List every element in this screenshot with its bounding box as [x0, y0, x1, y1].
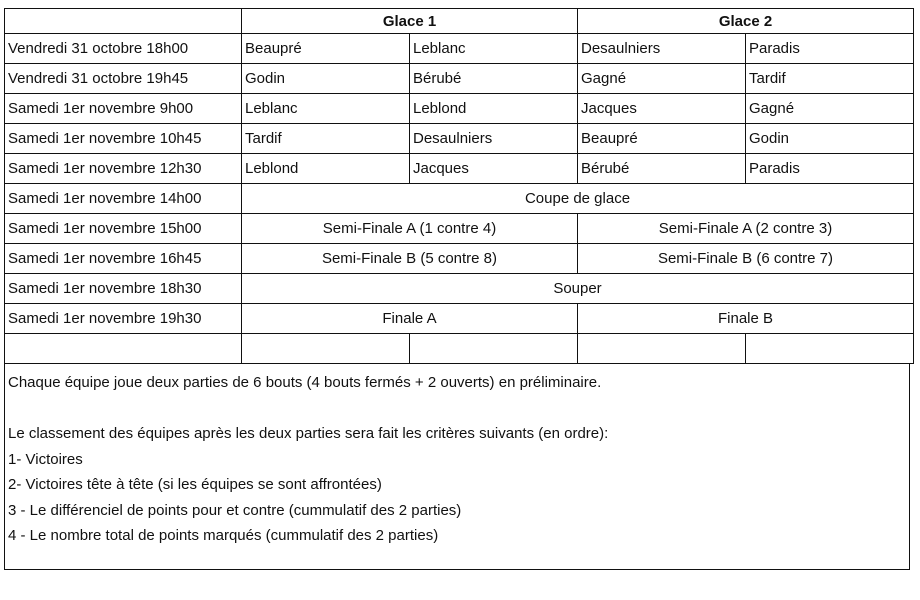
empty-cell [746, 334, 914, 364]
rink2-game: Finale B [578, 304, 914, 334]
table-row [5, 124, 914, 154]
criterion-item: 1- Victoires [8, 450, 83, 468]
header-rink-2: Glace 2 [578, 9, 914, 34]
empty-cell [410, 334, 578, 364]
table-row [5, 64, 914, 94]
rink2-team-b: Paradis [746, 154, 914, 184]
criterion-item: 3 - Le différenciel de points pour et contre (cummulatif des 2 parties) [8, 501, 462, 519]
rink1-team-b: Desaulniers [410, 124, 578, 154]
header-corner-cell [5, 9, 242, 34]
rink1-team-b: Jacques [410, 154, 578, 184]
rink2-team-a: Desaulniers [578, 34, 746, 64]
rink1-game: Finale A [242, 304, 578, 334]
criterion-item: 4 - Le nombre total de points marqués (cummulatif des 2 parties) [8, 527, 439, 544]
rink1-team-a: Leblanc [242, 94, 410, 124]
empty-cell [5, 334, 242, 364]
rink1-game: Semi-Finale A (1 contre 4) [242, 214, 578, 244]
table-row [5, 184, 914, 214]
rink2-team-a: Bérubé [578, 154, 746, 184]
notes-line-format: Chaque équipe joue deux parties de 6 bouts (4 bouts fermés + 2 ouverts) en préliminaire. [8, 374, 602, 391]
table-row [5, 244, 914, 274]
time-cell: Samedi 1er novembre 10h45 [5, 124, 242, 154]
rink1-team-b: Bérubé [410, 64, 578, 94]
rink2-game: Semi-Finale B (6 contre 7) [578, 244, 914, 274]
notes-box [4, 364, 910, 570]
header-rink-1: Glace 1 [242, 9, 578, 34]
schedule-table [4, 8, 914, 364]
rink1-game: Semi-Finale B (5 contre 8) [242, 244, 578, 274]
rink1-team-a: Godin [242, 64, 410, 94]
table-row [5, 304, 914, 334]
empty-cell [242, 334, 410, 364]
header-row [5, 9, 914, 34]
rink2-team-b: Godin [746, 124, 914, 154]
time-cell: Samedi 1er novembre 18h30 [5, 274, 242, 304]
time-cell: Samedi 1er novembre 14h00 [5, 184, 242, 214]
table-row [5, 214, 914, 244]
rink2-team-a: Gagné [578, 64, 746, 94]
rink2-team-b: Gagné [746, 94, 914, 124]
rink1-team-a: Tardif [242, 124, 410, 154]
time-cell: Samedi 1er novembre 9h00 [5, 94, 242, 124]
rink1-team-a: Leblond [242, 154, 410, 184]
time-cell: Samedi 1er novembre 16h45 [5, 244, 242, 274]
table-row [5, 34, 914, 64]
event-cell: Souper [242, 274, 914, 304]
time-cell: Samedi 1er novembre 15h00 [5, 214, 242, 244]
rink2-team-b: Tardif [746, 64, 914, 94]
time-cell: Samedi 1er novembre 12h30 [5, 154, 242, 184]
empty-cell [578, 334, 746, 364]
rink1-team-a: Beaupré [242, 34, 410, 64]
notes-line-ranking: Le classement des équipes après les deux parties sera fait les critères suivants (en ordre): [8, 425, 609, 442]
table-row [5, 154, 914, 184]
time-cell: Vendredi 31 octobre 18h00 [5, 34, 242, 64]
rink1-team-b: Leblanc [410, 34, 578, 64]
rink1-team-b: Leblond [410, 94, 578, 124]
table-row [5, 94, 914, 124]
table-row [5, 274, 914, 304]
rink2-team-a: Jacques [578, 94, 746, 124]
empty-row [5, 334, 914, 364]
rink2-game: Semi-Finale A (2 contre 3) [578, 214, 914, 244]
time-cell: Samedi 1er novembre 19h30 [5, 304, 242, 334]
schedule-sheet [4, 8, 914, 570]
notes-spacer [8, 396, 906, 422]
event-cell: Coupe de glace [242, 184, 914, 214]
time-cell: Vendredi 31 octobre 19h45 [5, 64, 242, 94]
criterion-item: 2- Victoires tête à tête (si les équipes se sont affrontées) [8, 476, 382, 493]
rink2-team-b: Paradis [746, 34, 914, 64]
rink2-team-a: Beaupré [578, 124, 746, 154]
